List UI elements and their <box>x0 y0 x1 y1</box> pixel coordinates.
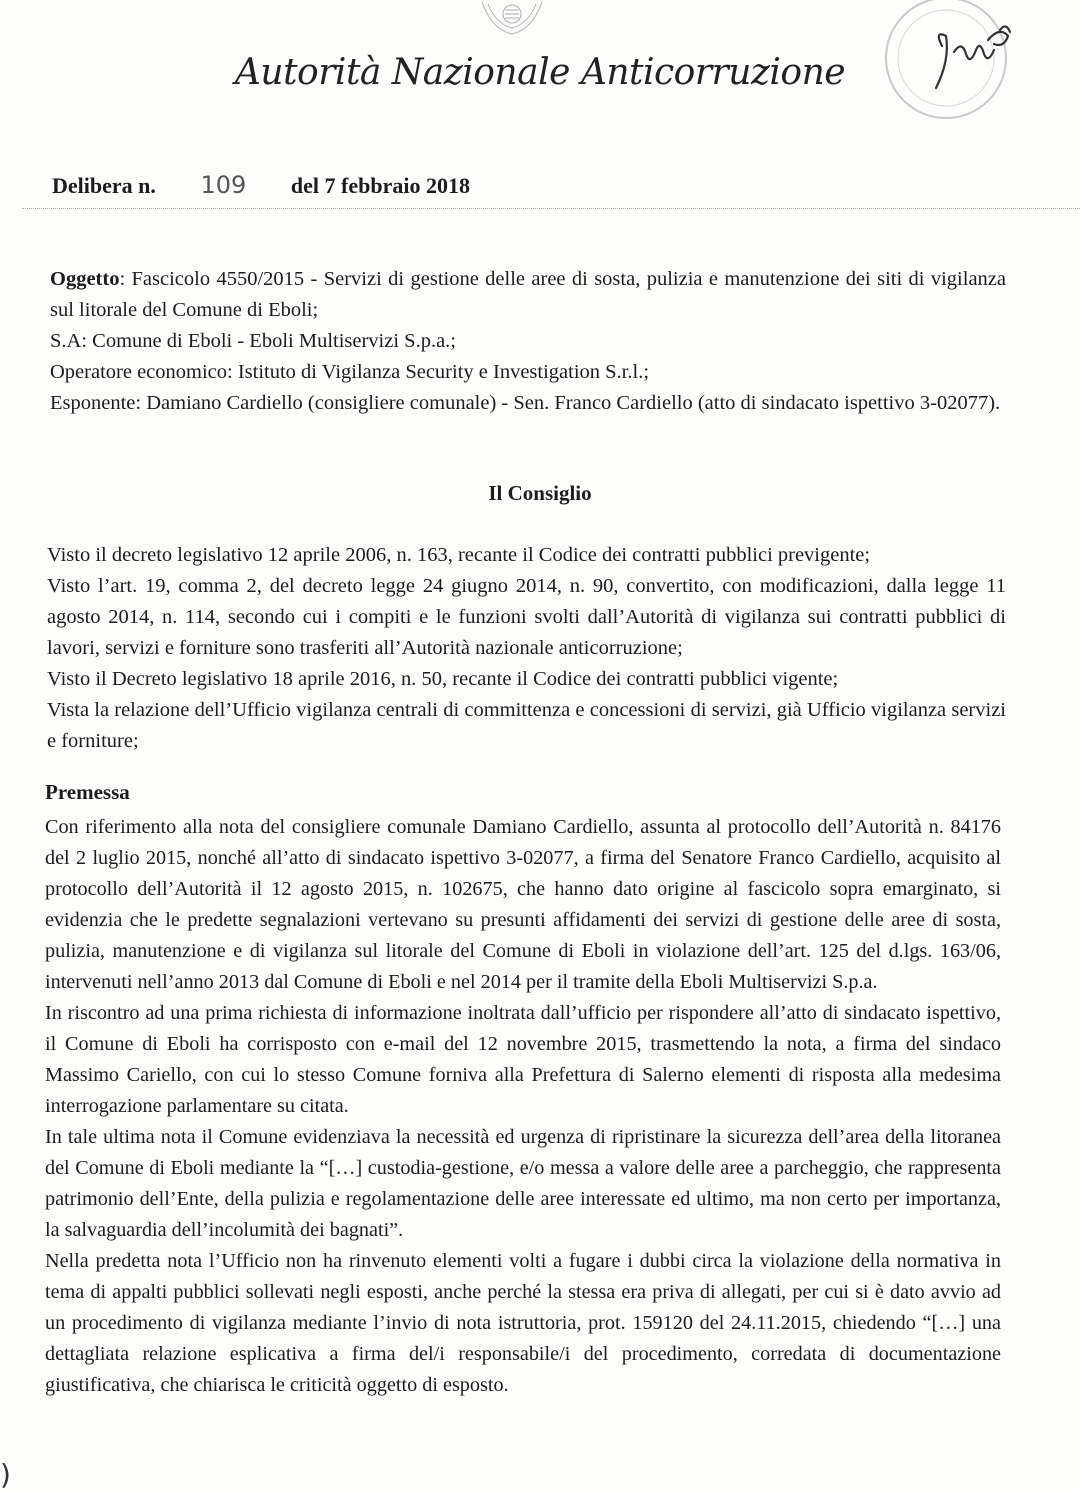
delibera-number: 109 <box>200 171 247 199</box>
consideration-item: Visto il decreto legislativo 12 aprile 2006, n. 163, recante il Codice dei contratti pubblici previgente; <box>47 544 871 566</box>
handwritten-initials-icon <box>936 26 1010 88</box>
authority-name: Autorità Nazionale Anticorruzione <box>234 52 846 93</box>
premessa-paragraph: In riscontro ad una prima richiesta di informazione inoltrata dall’ufficio per rispondere all’atto di sindacato ispettivo, il Comune di Eboli ha corrisposto con e-mail del 12 novembre 2015, trasmettendo la nota, a firma del sindaco Massimo Cariello, con cui lo stesso Comune forniva alla Prefettura di Salerno elementi di risposta alla medesima interrogazione parlamentare su citata. <box>45 1002 1001 1117</box>
circular-stamp-icon <box>876 0 1056 140</box>
delibera-date: del 7 febbraio 2018 <box>290 173 470 198</box>
header-divider <box>22 208 1080 209</box>
premessa-title: Premessa <box>45 780 130 804</box>
operatore-line: Operatore economico: Istituto di Vigilanza Security e Investigation S.r.l.; <box>50 361 650 383</box>
delibera-line <box>52 171 470 199</box>
oggetto-text: : Fascicolo 4550/2015 - Servizi di gestione delle aree di sosta, pulizia e manutenzione dei siti di vigilanza sul litorale del Comune di Eboli; <box>50 268 1006 321</box>
oggetto-line <box>50 264 1006 326</box>
esponente-line: Esponente: Damiano Cardiello (consigliere comunale) - Sen. Franco Cardiello (atto di sindacato ispettivo 3-02077). <box>50 392 1001 414</box>
council-heading: Il Consiglio <box>488 481 592 505</box>
premessa-paragraph: In tale ultima nota il Comune evidenziava la necessità ed urgenza di ripristinare la sicurezza dell’area della litoranea del Comune di Eboli mediante la “[…] custodia-gestione, e/o messa a valore delle aree a parcheggio, che rappresenta patrimonio dell’Ente, della pulizia e regolamentazione delle aree interessate ed ultimo, ma non certo per importanza, la salvaguardia dell’incolumità dei bagnati”. <box>45 1126 1001 1241</box>
delibera-label: Delibera n. <box>52 173 156 198</box>
considerations-block <box>47 540 1006 757</box>
oggetto-label: Oggetto <box>50 268 120 290</box>
consideration-item: Visto l’art. 19, comma 2, del decreto legge 24 giugno 2014, n. 90, convertito, con modificazioni, dalla legge 11 agosto 2014, n. 114, secondo cui i compiti e le funzioni svolti dall’Autorità di vigilanza sui contratti pubblici di lavori, servizi e forniture sono trasferiti all’Autorità nazionale anticorruzione; <box>47 575 1006 659</box>
premessa-block <box>45 812 1001 1401</box>
premessa-paragraph: Con riferimento alla nota del consigliere comunale Damiano Cardiello, assunta al protocollo dell’Autorità n. 84176 del 2 luglio 2015, nonché all’atto di sindacato ispettivo 3-02077, a firma del Senatore Franco Cardiello, acquisito al protocollo dell’Autorità il 12 agosto 2015, n. 102675, che hanno dato origine al fascicolo sopra emarginato, si evidenzia che le predette segnalazioni vertevano su presunti affidamenti dei servizi di gestione delle aree di sosta, pulizia, manutenzione e di vigilanza sul litorale del Comune di Eboli in violazione dell’art. 125 del d.lgs. 163/06, intervenuti nell’anno 2013 dal Comune di Eboli e nel 2014 per il tramite della Eboli Multiservizi S.p.a. <box>45 816 1001 993</box>
premessa-paragraph: Nella predetta nota l’Ufficio non ha rinvenuto elementi volti a fugare i dubbi circa la violazione della normativa in tema di appalti pubblici sollevati negli esposti, anche perché la stessa era priva di allegati, per cui si è dato avvio ad un procedimento di vigilanza mediante l’invio di nota istruttoria, prot. 159120 del 24.11.2015, chiedendo “[…] una dettagliata relazione esplicativa a firma del/i responsabile/i del procedimento, corredata di documentazione giustificativa, che chiarisca le criticità oggetto di esposto. <box>45 1250 1001 1396</box>
sa-line: S.A: Comune di Eboli - Eboli Multiservizi S.p.a.; <box>50 330 456 352</box>
subject-block <box>50 264 1006 419</box>
consideration-item: Visto il Decreto legislativo 18 aprile 2016, n. 50, recante il Codice dei contratti pubblici vigente; <box>47 668 839 690</box>
italian-republic-emblem-icon <box>472 0 552 40</box>
consideration-item: Vista la relazione dell’Ufficio vigilanza centrali di committenza e concessioni di servizi, già Ufficio vigilanza servizi e forniture; <box>47 699 1006 752</box>
scan-edge-mark: ) <box>0 1458 11 1491</box>
